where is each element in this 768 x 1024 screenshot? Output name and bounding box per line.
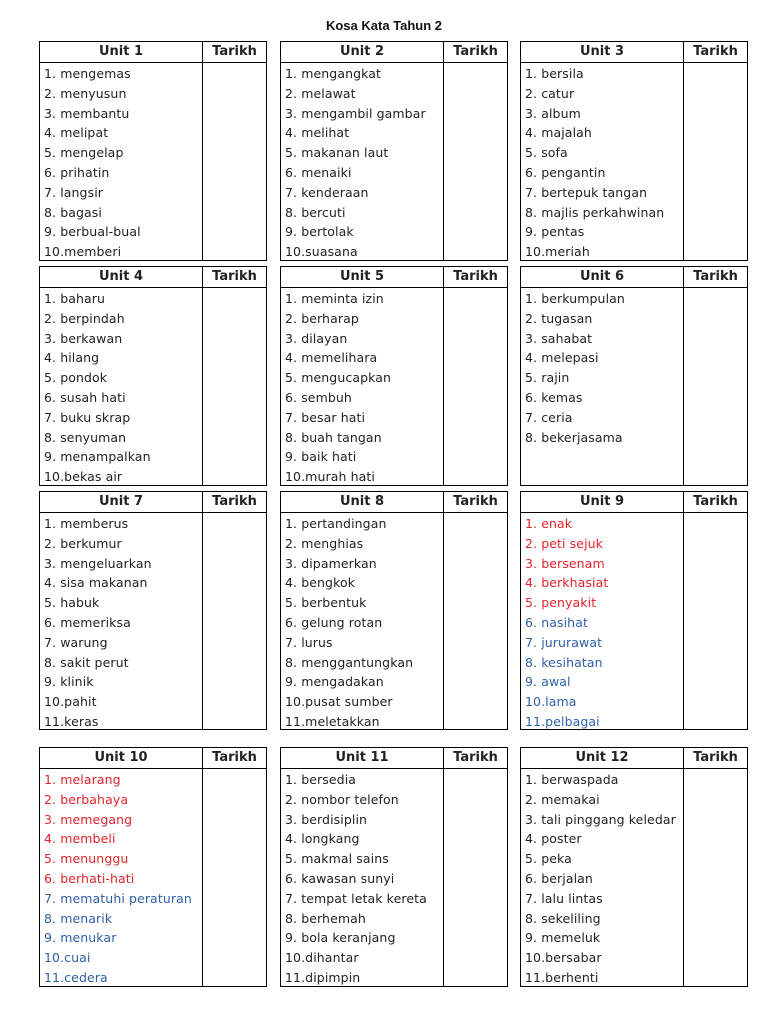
tarikh-cell[interactable] (443, 512, 507, 729)
word-item: 6. gelung rotan (285, 614, 383, 630)
word-item: 6. berjalan (525, 870, 593, 886)
tarikh-cell[interactable] (683, 768, 747, 986)
unit-table-8 (280, 491, 508, 730)
word-item: 3. album (525, 105, 581, 121)
word-item: 3. berkawan (44, 330, 123, 346)
word-item: 5. makmal sains (285, 851, 389, 867)
word-item: 6. berhati-hati (44, 870, 135, 886)
word-item: 10.cuai (44, 950, 91, 966)
word-item: 8. majlis perkahwinan (525, 204, 665, 220)
word-item: 1. berkumpulan (525, 291, 625, 306)
word-item: 9. bola keranjang (285, 930, 396, 946)
tarikh-header: Tarikh (443, 42, 507, 62)
word-item: 10.memberi (44, 244, 122, 260)
tarikh-header: Tarikh (443, 748, 507, 768)
tarikh-header: Tarikh (443, 267, 507, 287)
word-item: 8. sekeliling (525, 910, 601, 926)
word-list (44, 770, 192, 988)
unit-table-4 (39, 266, 267, 486)
word-item: 5. makanan laut (285, 145, 389, 161)
word-item: 4. longkang (285, 831, 360, 847)
word-item: 8. buah tangan (285, 429, 382, 445)
word-item: 10.suasana (285, 244, 358, 260)
unit-title: Unit 7 (98, 494, 144, 509)
word-list (285, 514, 413, 732)
unit-table-11 (280, 747, 508, 987)
unit-header-row (40, 42, 266, 63)
word-item: 11.keras (44, 713, 99, 729)
word-item: 3. dilayan (285, 330, 348, 346)
word-item: 9. menukar (44, 930, 117, 946)
tarikh-cell[interactable] (202, 62, 266, 260)
word-list (525, 289, 625, 447)
unit-table-3 (520, 41, 748, 261)
word-item: 5. habuk (44, 595, 100, 611)
word-item: 9. berbual-bual (44, 224, 141, 240)
word-list (525, 514, 608, 732)
word-item: 3. sahabat (525, 330, 593, 346)
unit-header-row (521, 267, 747, 288)
word-item: 2. memakai (525, 791, 600, 807)
word-item: 8. bercuti (285, 204, 346, 220)
unit-header-row (521, 492, 747, 513)
word-list (285, 289, 391, 487)
word-item: 11.berhenti (525, 969, 599, 985)
word-item: 11.dipimpin (285, 969, 361, 985)
word-item: 6. kawasan sunyi (285, 870, 395, 886)
word-list (285, 770, 427, 988)
word-item: 3. dipamerkan (285, 555, 377, 571)
word-item: 2. nombor telefon (285, 791, 399, 807)
word-item: 4. bengkok (285, 575, 356, 591)
unit-table-1 (39, 41, 267, 261)
word-item: 3. membantu (44, 105, 130, 121)
word-item: 2. berpindah (44, 310, 125, 326)
word-item: 11.pelbagai (525, 713, 600, 729)
unit-title: Unit 6 (579, 269, 625, 284)
word-item: 5. mengelap (44, 145, 124, 161)
word-item: 2. melawat (285, 85, 356, 101)
word-item: 7. tempat letak kereta (285, 890, 427, 906)
unit-header-row (281, 267, 507, 288)
word-item: 9. awal (525, 674, 571, 690)
word-item: 1. bersedia (285, 772, 357, 787)
tarikh-cell[interactable] (683, 62, 747, 260)
word-list (44, 289, 151, 487)
word-item: 9. klinik (44, 674, 94, 690)
tarikh-header: Tarikh (443, 492, 507, 512)
word-item: 9. memeluk (525, 930, 601, 946)
word-item: 4. melihat (285, 125, 350, 141)
word-item: 5. rajin (525, 370, 570, 386)
word-item: 9. baik hati (285, 449, 357, 465)
word-list (44, 64, 141, 262)
word-item: 7. besar hati (285, 409, 366, 425)
tarikh-header: Tarikh (683, 42, 747, 62)
word-item: 3. tali pinggang keledar (525, 811, 676, 827)
unit-title: Unit 12 (575, 750, 629, 765)
word-list (285, 64, 426, 262)
word-item: 1. mengemas (44, 66, 131, 81)
tarikh-cell[interactable] (443, 768, 507, 986)
unit-header-row (40, 267, 266, 288)
word-item: 1. memberus (44, 516, 129, 531)
unit-title: Unit 2 (339, 44, 385, 59)
word-item: 8. bekerjasama (525, 429, 623, 445)
word-list (525, 770, 676, 988)
word-item: 3. bersenam (525, 555, 605, 571)
unit-header-row (521, 748, 747, 769)
unit-title: Unit 5 (339, 269, 385, 284)
tarikh-cell[interactable] (683, 512, 747, 729)
tarikh-header: Tarikh (202, 748, 266, 768)
unit-title: Unit 4 (98, 269, 144, 284)
unit-header-row (281, 42, 507, 63)
tarikh-header: Tarikh (683, 267, 747, 287)
word-item: 4. melipat (44, 125, 109, 141)
word-item: 6. memeriksa (44, 614, 131, 630)
word-item: 6. prihatin (44, 164, 110, 180)
word-item: 10.pahit (44, 694, 97, 710)
word-item: 8. senyuman (44, 429, 127, 445)
word-item: 2. peti sejuk (525, 535, 604, 551)
word-item: 6. nasihat (525, 614, 588, 630)
word-item: 2. menyusun (44, 85, 127, 101)
tarikh-header: Tarikh (683, 492, 747, 512)
unit-header-row (281, 748, 507, 769)
word-item: 5. berbentuk (285, 595, 367, 611)
word-item: 2. tugasan (525, 310, 593, 326)
word-item: 2. berkumur (44, 535, 122, 551)
word-item: 5. peka (525, 851, 572, 867)
unit-header-row (40, 748, 266, 769)
word-item: 2. berharap (285, 310, 359, 326)
tarikh-cell[interactable] (202, 287, 266, 485)
word-item: 10.bekas air (44, 469, 123, 485)
tarikh-cell[interactable] (443, 62, 507, 260)
word-item: 8. sakit perut (44, 654, 129, 670)
word-item: 1. meminta izin (285, 291, 384, 306)
word-item: 2. catur (525, 85, 575, 101)
word-item: 4. memelihara (285, 350, 378, 366)
tarikh-cell[interactable] (202, 768, 266, 986)
word-item: 7. mematuhi peraturan (44, 890, 192, 906)
unit-table-9 (520, 491, 748, 730)
word-item: 4. membeli (44, 831, 116, 847)
word-item: 7. bertepuk tangan (525, 184, 648, 200)
word-item: 1. pertandingan (285, 516, 387, 531)
word-item: 2. berbahaya (44, 791, 129, 807)
word-item: 9. menampalkan (44, 449, 151, 465)
word-item: 1. baharu (44, 291, 106, 306)
word-item: 10.meriah (525, 244, 590, 260)
document-title: Kosa Kata Tahun 2 (325, 18, 443, 33)
word-item: 4. hilang (44, 350, 100, 366)
word-item: 4. majalah (525, 125, 592, 141)
word-item: 3. memegang (44, 811, 133, 827)
word-list (44, 514, 152, 732)
word-item: 1. melarang (44, 772, 121, 787)
word-item: 3. mengeluarkan (44, 555, 152, 571)
unit-title: Unit 3 (579, 44, 625, 59)
word-item: 5. sofa (525, 145, 568, 161)
word-item: 7. buku skrap (44, 409, 131, 425)
word-item: 6. menaiki (285, 164, 352, 180)
word-item: 7. kenderaan (285, 184, 369, 200)
word-item: 6. sembuh (285, 389, 352, 405)
word-item: 4. poster (525, 831, 582, 847)
tarikh-header: Tarikh (683, 748, 747, 768)
word-item: 7. lurus (285, 634, 333, 650)
word-item: 11.meletakkan (285, 713, 380, 729)
word-item: 7. warung (44, 634, 108, 650)
word-item: 4. melepasi (525, 350, 599, 366)
word-item: 10.pusat sumber (285, 694, 393, 710)
word-item: 1. mengangkat (285, 66, 382, 81)
tarikh-header: Tarikh (202, 42, 266, 62)
word-item: 1. bersila (525, 66, 584, 81)
word-item: 9. bertolak (285, 224, 354, 240)
unit-header-row (521, 42, 747, 63)
word-item: 5. mengucapkan (285, 370, 392, 386)
word-item: 10.bersabar (525, 950, 602, 966)
word-item: 4. berkhasiat (525, 575, 609, 591)
unit-title: Unit 9 (579, 494, 625, 509)
tarikh-cell[interactable] (683, 287, 747, 485)
unit-title: Unit 11 (335, 750, 389, 765)
tarikh-header: Tarikh (202, 492, 266, 512)
word-item: 7. langsir (44, 184, 104, 200)
word-item: 7. jururawat (525, 634, 603, 650)
unit-table-5 (280, 266, 508, 486)
word-item: 5. pondok (44, 370, 108, 386)
word-item: 10.dihantar (285, 950, 359, 966)
word-item: 8. bagasi (44, 204, 102, 220)
unit-title: Unit 1 (98, 44, 144, 59)
unit-table-2 (280, 41, 508, 261)
unit-title: Unit 8 (339, 494, 385, 509)
word-item: 3. mengambil gambar (285, 105, 426, 121)
unit-header-row (281, 492, 507, 513)
word-item: 8. menarik (44, 910, 113, 926)
word-item: 6. susah hati (44, 389, 126, 405)
word-item: 8. menggantungkan (285, 654, 414, 670)
word-item: 5. penyakit (525, 595, 597, 611)
word-item: 1. berwaspada (525, 772, 619, 787)
tarikh-header: Tarikh (202, 267, 266, 287)
word-item: 11.cedera (44, 969, 108, 985)
word-item: 7. ceria (525, 409, 573, 425)
unit-header-row (40, 492, 266, 513)
tarikh-cell[interactable] (202, 512, 266, 729)
word-item: 4. sisa makanan (44, 575, 148, 591)
unit-table-7 (39, 491, 267, 730)
word-item: 10.lama (525, 694, 577, 710)
word-item: 3. berdisiplin (285, 811, 368, 827)
word-item: 5. menunggu (44, 851, 129, 867)
word-item: 8. kesihatan (525, 654, 603, 670)
word-list (525, 64, 664, 262)
word-item: 9. pentas (525, 224, 585, 240)
unit-table-10 (39, 747, 267, 987)
unit-title: Unit 10 (94, 750, 148, 765)
word-item: 1. enak (525, 516, 573, 531)
word-item: 8. berhemah (285, 910, 366, 926)
word-item: 6. kemas (525, 389, 583, 405)
unit-table-6 (520, 266, 748, 486)
word-item: 7. lalu lintas (525, 890, 603, 906)
word-item: 9. mengadakan (285, 674, 384, 690)
unit-table-12 (520, 747, 748, 987)
word-item: 10.murah hati (285, 469, 375, 485)
tarikh-cell[interactable] (443, 287, 507, 485)
word-item: 6. pengantin (525, 164, 606, 180)
word-item: 2. menghias (285, 535, 364, 551)
